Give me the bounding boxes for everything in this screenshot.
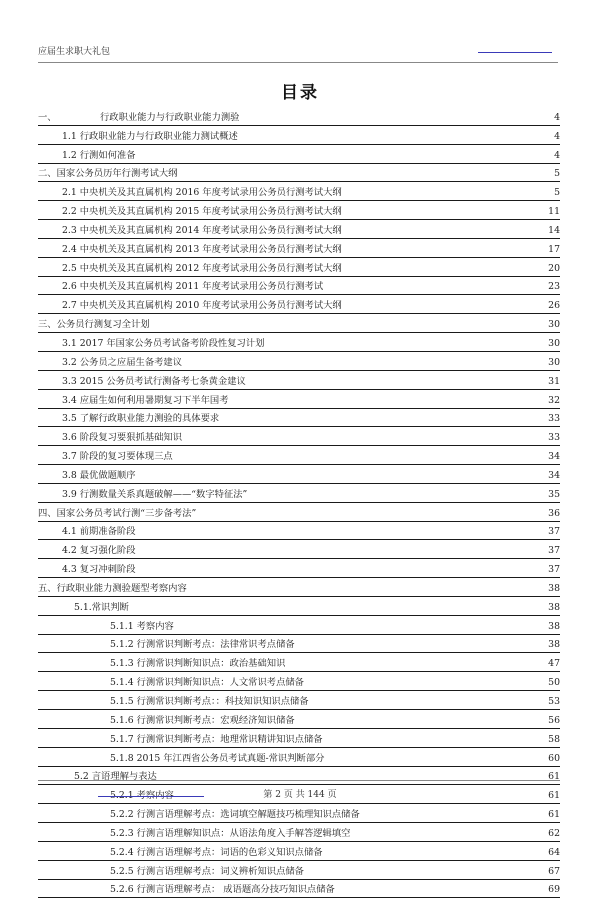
toc-entry-text: 1.2 行测如何准备: [62, 149, 136, 161]
toc-entry-text: 5.1.1 考察内容: [110, 620, 174, 632]
toc-entry-page: 36: [548, 507, 560, 519]
toc-entry[interactable]: [38, 540, 560, 559]
toc-entry-page: 4: [554, 130, 560, 142]
toc-entry[interactable]: [38, 484, 560, 503]
toc-entry-label: [38, 506, 544, 521]
toc-entry-page: 30: [548, 337, 560, 349]
toc-entry[interactable]: [38, 446, 560, 465]
toc-entry-page: 4: [554, 111, 560, 123]
toc-entry-text: 5.2.2 行测言语理解考点：选词填空解题技巧梳理知识点储备: [110, 809, 360, 821]
toc-entry-text: 2.2 中央机关及其直属机构 2015 年度考试录用公务员行测考试大纲: [62, 206, 342, 218]
toc-entry-page: 5: [554, 187, 560, 199]
toc-entry-page: 61: [548, 809, 560, 821]
toc-entry-label: [62, 279, 544, 294]
toc-entry-text: 5.2.5 行测言语理解考点：词义辨析知识点储备: [110, 865, 304, 877]
page-header: [38, 40, 558, 63]
toc-entry-text: 5.1.2 行测常识判断考点：法律常识考点储备: [110, 639, 295, 651]
toc-entry[interactable]: [38, 220, 560, 239]
toc-entry[interactable]: [38, 842, 560, 861]
toc-entry-page: 38: [548, 582, 560, 594]
toc-entry[interactable]: [38, 164, 560, 183]
header-title: 应届生求职大礼包: [38, 47, 111, 57]
toc-entry-text: 3.3 2015 公务员考试行测备考七条黄金建议: [62, 375, 246, 387]
toc-entry-label: [110, 826, 544, 841]
toc-entry[interactable]: [38, 182, 560, 201]
toc-entry[interactable]: [38, 371, 560, 390]
toc-entry-label: [62, 468, 544, 483]
toc-entry-page: 37: [548, 545, 560, 557]
toc-entry-page: 33: [548, 432, 560, 444]
toc-entry-text: 二、国家公务员历年行测考试大纲: [38, 168, 178, 180]
toc-entry-page: 61: [548, 790, 560, 802]
toc-entry-page: 62: [548, 827, 560, 839]
toc-entry-page: 11: [548, 206, 560, 218]
toc-entry-label: [62, 374, 544, 389]
toc-entry[interactable]: [38, 653, 560, 672]
toc-entry-page: 5: [554, 168, 560, 180]
toc-entry-text: 2.1 中央机关及其直属机构 2016 年度考试录用公务员行测考试大纲: [62, 187, 342, 199]
toc-entry-text: 3.4 应届生如何利用暑期复习下半年国考: [62, 394, 229, 406]
toc-entry-text: 5.2.1 考察内容: [110, 790, 174, 802]
toc-entry-page: 17: [548, 243, 560, 255]
toc-entry[interactable]: [38, 691, 560, 710]
toc-entry-page: 30: [548, 356, 560, 368]
toc-entry-label: [110, 864, 544, 879]
toc-entry[interactable]: [38, 804, 560, 823]
toc-entry-label: [110, 732, 544, 747]
toc-entry-label: [110, 656, 544, 671]
toc-entry-text: 3.7 阶段的复习要体现三点: [62, 451, 173, 463]
toc-entry-label: [110, 751, 544, 766]
toc-entry-text: 5.1.4 行测常识判断知识点：人文常识考点储备: [110, 677, 304, 689]
toc-entry-page: 38: [548, 620, 560, 632]
toc-entry-page: 61: [548, 771, 560, 783]
toc-entry[interactable]: [38, 277, 560, 296]
toc-entry-label: [38, 166, 550, 181]
toc-entry-page: 67: [548, 865, 560, 877]
toc-entry-text: 2.4 中央机关及其直属机构 2013 年度考试录用公务员行测考试大纲: [62, 243, 342, 255]
toc-entry-label: [74, 600, 544, 615]
footer-rule: [38, 780, 560, 781]
toc-entry-label: [110, 882, 544, 897]
toc-entry-page: 47: [548, 658, 560, 670]
toc-entry-text: 四、国家公务员考试行测“三步备考法”: [38, 507, 197, 519]
toc-entry-label: [62, 242, 544, 257]
toc-heading: 目录: [281, 83, 319, 103]
toc-entry-label: [62, 449, 544, 464]
toc-entry[interactable]: [38, 729, 560, 748]
toc-entry-page: 50: [548, 677, 560, 689]
toc-entry-text: 5.1.常识判断: [74, 601, 129, 613]
toc-entry[interactable]: [38, 126, 560, 145]
toc-entry[interactable]: [38, 767, 560, 786]
toc-entry-text: 行政职业能力与行政职业能力测验: [100, 111, 240, 123]
toc-entry[interactable]: [38, 295, 560, 314]
toc-entry-label: [62, 185, 550, 200]
toc-entry-text: 3.5 了解行政职业能力测验的具体要求: [62, 413, 220, 425]
toc-entry-text: 1.1 行政职业能力与行政职业能力测试概述: [62, 130, 238, 142]
toc-entry-text: 4.2 复习强化阶段: [62, 545, 136, 557]
toc-entry[interactable]: [38, 880, 560, 898]
toc-entry-label: [38, 110, 550, 125]
toc-entry-text: 2.5 中央机关及其直属机构 2012 年度考试录用公务员行测考试大纲: [62, 262, 342, 274]
toc-entry-text: 5.2.4 行测言语理解考点：词语的色彩义知识点储备: [110, 846, 323, 858]
toc-entry-text: 5.1.7 行测常识判断考点：地理常识精讲知识点储备: [110, 733, 323, 745]
toc-entry[interactable]: [38, 522, 560, 541]
toc-entry[interactable]: [38, 635, 560, 654]
toc-entry-label: [62, 393, 544, 408]
toc-entry-text: 2.7 中央机关及其直属机构 2010 年度考试录用公务员行测考试大纲: [62, 300, 342, 312]
toc-entry-label: [110, 694, 544, 709]
toc-entry-page: 4: [554, 149, 560, 161]
toc-entry-page: 30: [548, 319, 560, 331]
toc-entry-page: 38: [548, 601, 560, 613]
toc-entry-text: 5.1.3 行测常识判断知识点：政治基础知识: [110, 658, 286, 670]
toc-entry-label: [62, 524, 544, 539]
toc-entry[interactable]: [38, 352, 560, 371]
toc-entry-page: 34: [548, 469, 560, 481]
toc-entry-label: [62, 129, 550, 144]
toc-entry-text: 3.8 最优做题顺序: [62, 469, 136, 481]
toc-entry-page: 35: [548, 488, 560, 500]
toc-entry-text: 3.6 阶段复习要狠抓基础知识: [62, 432, 183, 444]
toc-entry[interactable]: [38, 201, 560, 220]
toc-entry-page: 37: [548, 564, 560, 576]
toc-entry-text: 5.1.6 行测常识判断考点：宏观经济知识储备: [110, 714, 295, 726]
toc-entry-page: 64: [548, 846, 560, 858]
toc-entry-label: [62, 355, 544, 370]
toc-entry[interactable]: [38, 748, 560, 767]
toc-entry[interactable]: [38, 314, 560, 333]
toc-entry[interactable]: [38, 616, 560, 635]
toc-entry-text: 5.2 言语理解与表达: [74, 771, 157, 783]
toc-entry-page: 26: [548, 300, 560, 312]
toc-entry-text: 5.1.5 行测常识判断考点：：科技知识知识点储备: [110, 696, 309, 707]
toc-entry-label: [62, 298, 544, 313]
toc-entry-page: 38: [548, 639, 560, 651]
toc-entry-label: [62, 562, 544, 577]
toc-entry-text: 4.3 复习冲刺阶段: [62, 564, 136, 576]
toc-entry-label: [62, 223, 544, 238]
toc-entry[interactable]: [38, 823, 560, 842]
toc-entry-page: 37: [548, 526, 560, 538]
toc-entry-page: 56: [548, 714, 560, 726]
toc-entry-label: [38, 581, 544, 596]
toc-entry[interactable]: [38, 333, 560, 352]
toc-entry-label: [74, 769, 544, 784]
toc-entry[interactable]: [38, 107, 560, 126]
toc-entry-label: [62, 336, 544, 351]
toc-entry-label: [110, 845, 544, 860]
toc-entry-label: [110, 807, 544, 822]
toc-entry-text: 五、行政职业能力测验题型考察内容: [38, 582, 187, 594]
toc-entry[interactable]: [38, 427, 560, 446]
toc-entry-label: [62, 204, 544, 219]
toc-entry-label: [110, 713, 544, 728]
toc-entry-text: 5.2.3 行测言语理解知识点：从语法角度入手解答逻辑填空: [110, 827, 351, 839]
toc-entry-number: 一、: [38, 111, 57, 123]
toc-entry-page: 20: [548, 262, 560, 274]
page-number: 第 2 页 共 144 页: [263, 790, 337, 800]
toc-entry[interactable]: [38, 465, 560, 484]
toc-entry[interactable]: [38, 145, 560, 164]
toc-entry-label: [110, 619, 544, 634]
toc-entry-text: 2.3 中央机关及其直属机构 2014 年度考试录用公务员行测考试大纲: [62, 224, 342, 236]
toc-entry-page: 69: [548, 884, 560, 896]
toc-entry[interactable]: [38, 861, 560, 880]
toc-entry[interactable]: [38, 503, 560, 522]
toc-entry-text: 3.2 公务员之应届生备考建议: [62, 356, 183, 368]
toc-entry-label: [62, 543, 544, 558]
toc-entry-page: 53: [548, 696, 560, 707]
toc-entry-page: 34: [548, 451, 560, 463]
header-link-underline[interactable]: [478, 52, 552, 53]
toc-entry-label: [62, 261, 544, 276]
toc-entry-page: 60: [548, 752, 560, 764]
toc-entry-text: 2.6 中央机关及其直属机构 2011 年度考试录用公务员行测考试: [62, 281, 324, 293]
toc-entry-page: 58: [548, 733, 560, 745]
toc-entry[interactable]: [38, 239, 560, 258]
toc-entry-text: 3.1 2017 年国家公务员考试备考阶段性复习计划: [62, 337, 265, 349]
toc-entry-label: [62, 148, 550, 163]
toc-entry-text: 4.1 前期准备阶段: [62, 526, 136, 538]
toc-entry-text: 5.2.6 行测言语理解考点： 成语题高分技巧知识点储备: [110, 884, 335, 896]
toc-entry-page: 33: [548, 413, 560, 425]
toc-entry-label: [62, 411, 544, 426]
toc-entry[interactable]: [38, 559, 560, 578]
toc-entry-label: [62, 487, 544, 502]
toc-entry[interactable]: [38, 258, 560, 277]
toc-entry[interactable]: [38, 597, 560, 616]
toc-entry[interactable]: [38, 390, 560, 409]
toc-entry[interactable]: [38, 578, 560, 597]
toc-entry-label: [62, 430, 544, 445]
toc-entry-label: [110, 675, 544, 690]
toc-entry[interactable]: [38, 710, 560, 729]
toc-entry-label: [110, 637, 544, 652]
toc-entry[interactable]: [38, 409, 560, 428]
toc-entry-text: 5.1.8 2015 年江西省公务员考试真题-常识判断部分: [110, 752, 325, 764]
toc-entry-label: [38, 317, 544, 332]
toc-entry-page: 31: [548, 375, 560, 387]
toc-entry-page: 23: [548, 281, 560, 293]
toc-entry-page: 32: [548, 394, 560, 406]
toc-entry[interactable]: [38, 672, 560, 691]
toc-entry-page: 14: [548, 224, 560, 236]
toc-entry-text: 三、公务员行测复习全计划: [38, 319, 150, 331]
toc-entry-text: 3.9 行测数量关系真题破解——“数字特征法”: [62, 488, 248, 500]
